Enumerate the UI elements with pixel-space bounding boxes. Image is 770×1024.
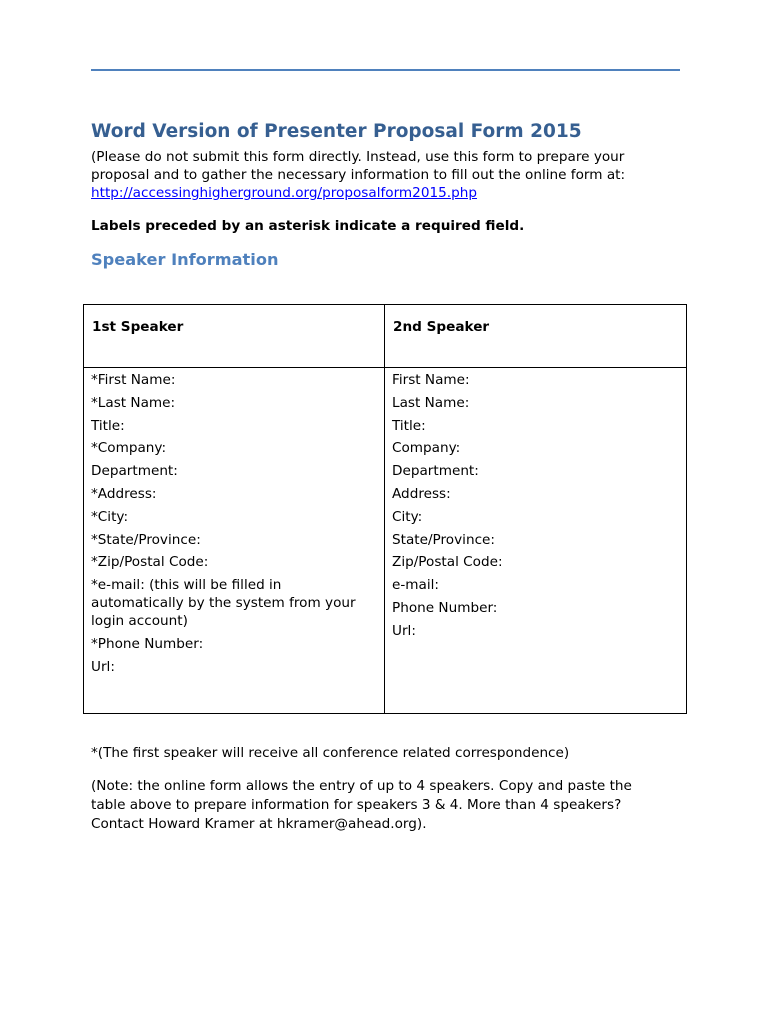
field-label: Title: (392, 417, 426, 434)
field-label: *State/Province: (91, 531, 201, 548)
field-label: Last Name: (392, 394, 470, 411)
header-rule (91, 69, 680, 71)
first-speaker-footnote: *(The first speaker will receive all conference related correspondence) (91, 745, 570, 761)
intro-text: (Please do not submit this form directly. Instead, use this form to prepare your proposal and to gather the necessary information to fill out the online form at: (91, 149, 626, 183)
first-speaker-field-list (84, 368, 384, 676)
field-label: State/Province: (392, 531, 495, 548)
field-label: *Zip/Postal Code: (91, 554, 209, 571)
second-speaker-header-label: 2nd Speaker (393, 319, 490, 335)
field-label: Title: (91, 417, 125, 434)
intro-paragraph (91, 148, 671, 202)
field-label: Address: (392, 485, 451, 502)
speaker-table-header-row (84, 305, 687, 368)
field-label: Url: (91, 658, 115, 675)
first-speaker-header (84, 305, 385, 368)
speaker-information-heading: Speaker Information (91, 250, 279, 269)
field-label: Phone Number: (392, 599, 498, 616)
field-label: First Name: (392, 372, 470, 388)
field-label: City: (392, 508, 423, 525)
field-label: Url: (392, 622, 416, 639)
document-title: Word Version of Presenter Proposal Form 2015 (91, 121, 582, 142)
proposal-form-link[interactable]: http://accessinghigherground.org/proposalform2015.php (91, 185, 477, 201)
speaker-table (83, 304, 687, 714)
speaker-limit-note: (Note: the online form allows the entry of up to 4 speakers. Copy and paste the table above to prepare information for speakers 3 & 4. More than 4 speakers? Contact Howard Kramer at hkramer@ahead.org). (91, 778, 632, 832)
field-label: *Address: (91, 485, 157, 502)
first-speaker-cell (84, 368, 385, 714)
second-speaker-header (385, 305, 687, 368)
required-field-note: Labels preceded by an asterisk indicate a required field. (91, 218, 525, 234)
field-label: Department: (91, 463, 178, 480)
field-label: *First Name: (91, 372, 176, 388)
field-label: Zip/Postal Code: (392, 554, 503, 571)
field-label: *e-mail: (this will be filled in automatically by the system from your login account) (91, 577, 356, 630)
second-speaker-field-list (385, 368, 686, 640)
field-label: *Phone Number: (91, 635, 204, 652)
field-label: e-mail: (392, 577, 439, 594)
speaker-table-fields-row (84, 368, 687, 714)
field-label: *Last Name: (91, 394, 176, 411)
field-label: *Company: (91, 440, 167, 457)
field-label: *City: (91, 508, 129, 525)
second-speaker-cell (385, 368, 687, 714)
field-label: Department: (392, 463, 479, 480)
field-label: Company: (392, 440, 461, 457)
first-speaker-header-label: 1st Speaker (92, 319, 184, 335)
